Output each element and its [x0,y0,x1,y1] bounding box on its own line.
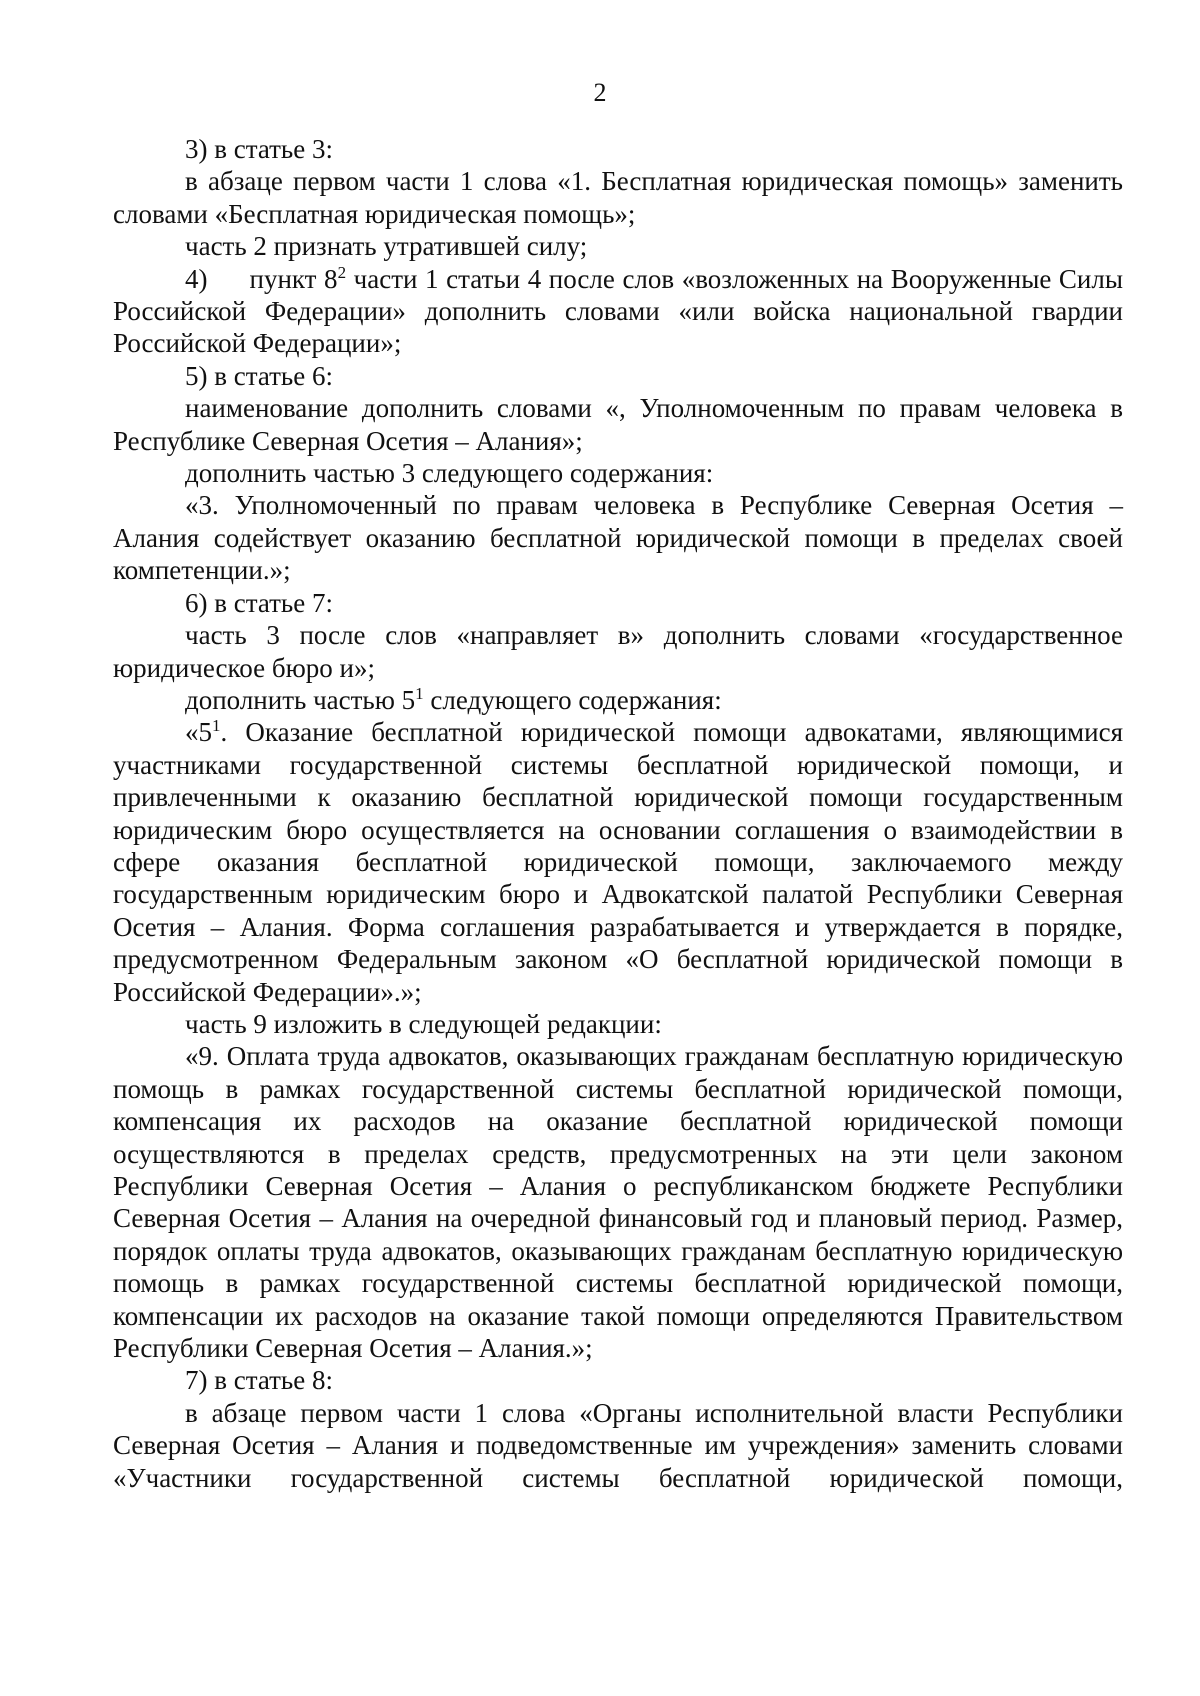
paragraph-text-end: следующего содержания: [423,684,722,715]
paragraph-article-7-add-part-5-1 [113,684,1123,716]
paragraph-article-6-part-3-text: «3. Уполномоченный по правам человека в Республике Северная Осетия – Алания содействует оказанию бесплатной юридической помощи в пределах своей компетенции.»; [113,490,1123,586]
paragraph-text-start: пункт 8 [249,263,338,294]
paragraph-article-6-add-part-3: дополнить частью 3 следующего содержания: [185,458,714,489]
paragraph-article-6-heading: 5) в статье 6: [185,360,333,391]
superscript: 1 [415,683,424,703]
paragraph-article-4-amendment [113,263,1123,360]
superscript: 2 [337,262,347,282]
paragraph-text-start: дополнить частью 5 [185,684,416,715]
paragraph-article-8-part-1: в абзаце первом части 1 слова «Органы исполнительной власти Республики Северная Осетия – Алания и подведомственные им учреждения» заменить словами «Участники государственной системы бесплатной юридической помощи, [113,1397,1123,1493]
paragraph-article-7-part-5-1-text [113,716,1123,1008]
paragraph-text-start: «5 [185,717,212,748]
paragraph-article-6-title: наименование дополнить словами «, Уполномоченным по правам человека в Республике Северная Осетия – Алания»; [113,393,1123,456]
paragraph-article-7-heading: 6) в статье 7: [185,587,333,618]
paragraph-article-3-heading: 3) в статье 3: [185,134,333,164]
page-number: 2 [593,78,607,107]
paragraph-article-8-heading: 7) в статье 8: [185,1365,333,1396]
paragraph-article-3-part-1: в абзаце первом части 1 слова «1. Бесплатная юридическая помощь» заменить словами «Бесплатная юридическая помощь»; [113,166,1123,229]
document-body [113,133,1123,1494]
paragraph-article-7-part-9-text: «9. Оплата труда адвокатов, оказывающих гражданам бесплатную юридическую помощь в рамках государственной системы бесплатной юридической помощи, компенсация их расходов на оказание бесплатной юридической помощи осуществляются в пределах средств, предусмотренных на эти цели законом Республики Северная Осетия – Алания о республиканском бюджете Республики Северная Осетия – Алания на очередной финансовый год и плановый период. Размер, порядок оплаты труда адвокатов, оказывающих гражданам бесплатную юридическую помощь в рамках государственной системы бесплатной юридической помощи, компенсации их расходов на оказание такой помощи определяются Правительством Республики Северная Осетия – Алания.»; [113,1041,1123,1364]
superscript: 1 [212,716,221,736]
paragraph-article-7-part-3: часть 3 после слов «направляет в» дополнить словами «государственное юридическое бюро и»; [113,620,1123,683]
paragraph-text-end: . Оказание бесплатной юридической помощи адвокатами, являющимися участниками государственной системы бесплатной юридической помощи, и привлеченными к оказанию бесплатной юридической помощи государственным юридическим бюро осуществляется на основании соглашения о взаимодействии в сфере оказания бесплатной юридической помощи, заключаемого между государственным юридическим бюро и Адвокатской палатой Республики Северная Осетия – Алания. Форма соглашения разрабатывается и утверждается в порядке, предусмотренном Федеральным законом «О бесплатной юридической помощи в Российской Федерации».»; [113,717,1123,1007]
paragraph-article-7-part-9-intro: часть 9 изложить в следующей редакции: [185,1008,662,1039]
paragraph-text-end: части 1 статьи 4 после слов «возложенных на Вооруженные Силы Российской Федерации» дополнить словами «или войска национальной гвардии Российской Федерации»; [113,263,1123,359]
paragraph-article-3-part-2: часть 2 признать утратившей силу; [185,231,588,262]
item-marker: 4) [185,263,208,294]
